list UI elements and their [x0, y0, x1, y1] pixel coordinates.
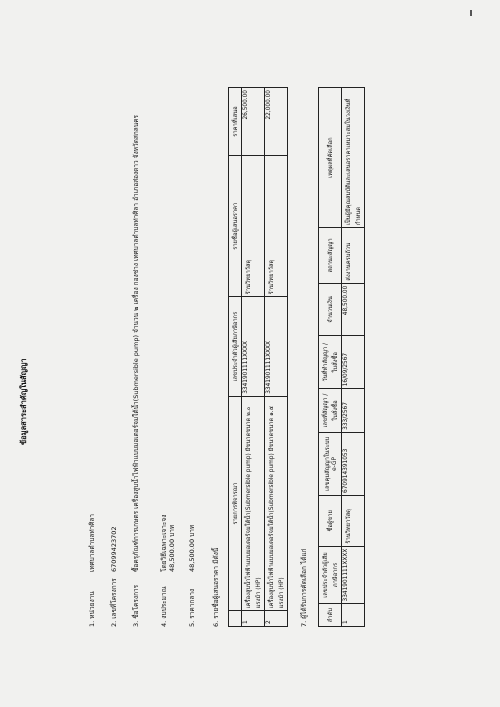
col-header: เลขที่สัญญา / ใบสั่งซื้อ: [319, 389, 342, 433]
cell-price: 22,000.00: [265, 88, 288, 156]
col-header: รายชื่อผู้เสนอราคา: [229, 156, 242, 297]
cell-egp: 670914391053: [342, 432, 365, 495]
cell-status: ส่งงานครบถ้วน: [342, 228, 365, 284]
col-header: ราคาที่เสนอ: [229, 88, 242, 156]
field-project-name: 3. ชื่อโครงการ ซื้อครุภัณฑ์การเกษตร เครื่องสูบน้ำไฟฟ้าแบบมอเตอร์จมใต้น้ำ(Submersible pump) จำนวน ๒ เครื่อง กองช่าง เทศบาลตำบลท่าศิลา อำเภอส่องดาว จังหวัดสกลนคร: [132, 114, 140, 627]
table-header-row: [229, 88, 242, 627]
col-header: เหตุผลที่คัดเลือก: [319, 88, 342, 228]
col-header: จำนวนเงิน: [319, 283, 342, 336]
field-median-price: 5. ราคากลาง 48,500.00 บาท: [188, 524, 196, 627]
bidders-heading: 6. รายชื่อผู้เสนอราคา มีดังนี้: [212, 547, 220, 627]
cell-reason: เป็นผู้มีคุณสมบัติและเสนอราคาเหมาะสมในวงเงินที่กำหนด: [342, 88, 365, 228]
winner-table: [318, 87, 365, 627]
col-header: สถานะสัญญา: [319, 228, 342, 284]
table-row: [342, 88, 365, 627]
col-header: ลำดับ: [319, 604, 342, 627]
cell-contract-no: 333/2567: [342, 389, 365, 433]
col-header: วันที่ทำสัญญา / ใบสั่งซื้อ: [319, 336, 342, 389]
bidders-table: [228, 87, 288, 627]
cell-tax-id: 3341901111XXXX: [342, 546, 365, 604]
field-project-number: 2. เลขที่โครงการ 67099423702: [110, 526, 118, 627]
cell-amount: 48,500.00: [342, 283, 365, 336]
page-title: ข้อมูลสาระสำคัญในสัญญา: [19, 358, 28, 445]
col-header: เลขประจำตัวผู้เสียภาษีอากร: [229, 297, 242, 396]
table-header-row: [319, 88, 342, 627]
cell-vendor: ร้านวิทยาวัสดุ: [342, 495, 365, 546]
table-row: [242, 88, 265, 627]
cell-date: 16/09/2567: [342, 336, 365, 389]
col-header: เลขประจำตัวผู้เสียภาษีอากร: [319, 546, 342, 604]
col-header: รายการพิจารณา: [229, 396, 242, 611]
cell-no: 1: [242, 611, 265, 627]
col-header: [229, 611, 242, 627]
cell-price: 26,500.00: [242, 88, 265, 156]
cell-vendor: ร้านวิทยาวัสดุ: [265, 156, 288, 297]
cell-tax-id: 3341901111XXXX: [265, 297, 288, 396]
cell-no: 1: [342, 604, 365, 627]
field-agency: 1. หน่วยงาน เทศบาลตำบลท่าศิลา: [88, 513, 96, 627]
cell-item: เครื่องสูบน้ำไฟฟ้าแบบมอเตอร์จมใต้น้ำ(Submersible pump) มีขนาดขนาด ๒.๐ แรงม้า (HP): [242, 396, 265, 611]
cell-no: 2: [265, 611, 288, 627]
table-row: [265, 88, 288, 627]
cell-vendor: ร้านวิทยาวัสดุ: [242, 156, 265, 297]
col-header: ชื่อผู้ขาย: [319, 495, 342, 546]
col-header: เลขคุมสัญญาในระบบ e-GP: [319, 432, 342, 495]
field-budget: 4. งบประมาณ โดยวิธีเฉพาะเจาะจง 48,500.00 บาท: [160, 514, 176, 627]
winner-heading: 7. ผู้ได้รับการคัดเลือก ได้แก่: [300, 548, 308, 627]
cell-tax-id: 3341901111XXXX: [242, 297, 265, 396]
cell-item: เครื่องสูบน้ำไฟฟ้าแบบมอเตอร์จมใต้น้ำ(Submersible pump) มีขนาดขนาด ๑.๕ แรงม้า (HP): [265, 396, 288, 611]
